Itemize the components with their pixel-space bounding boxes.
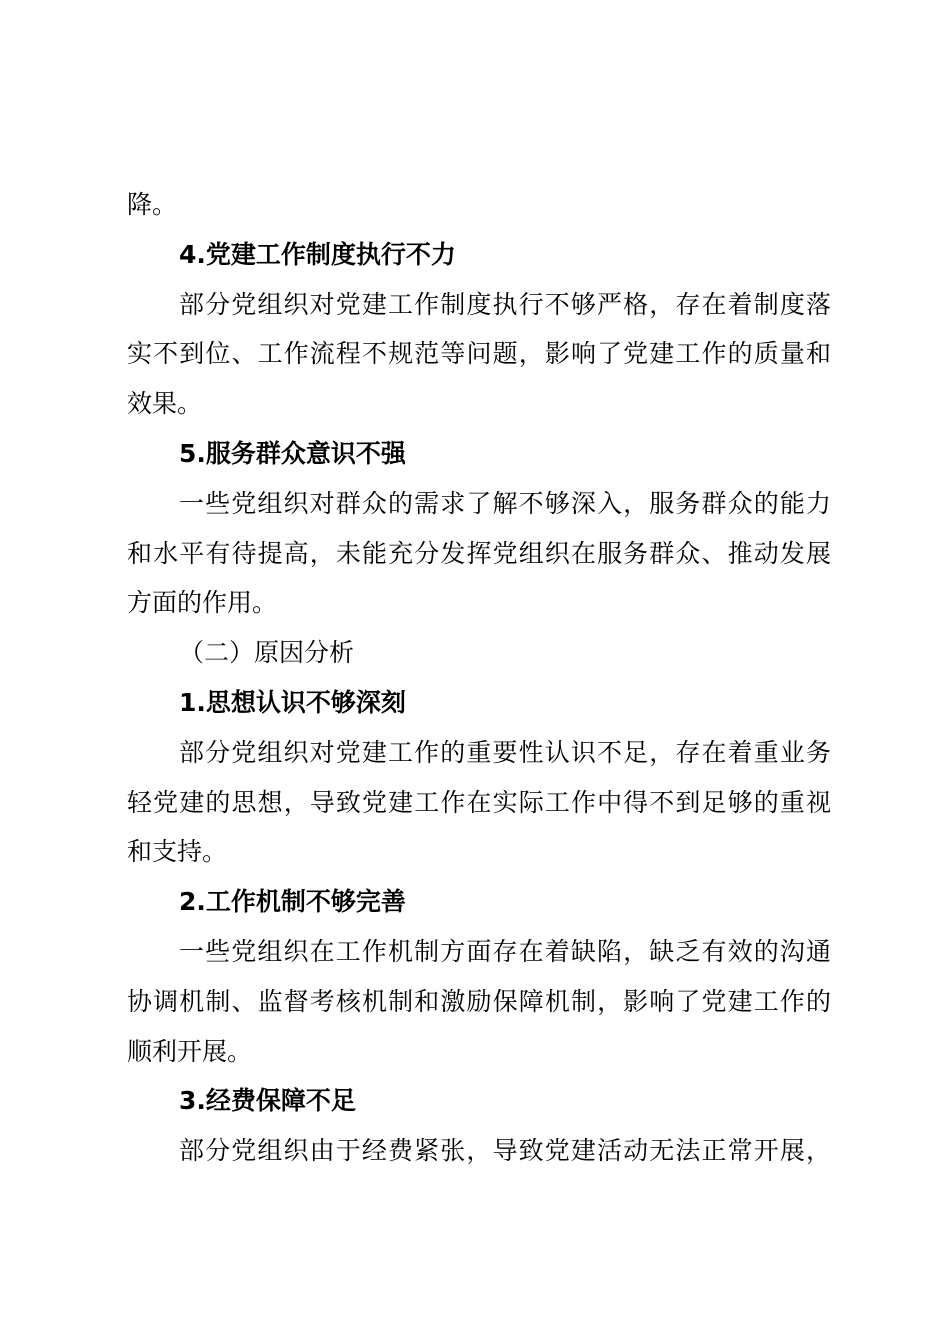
paragraph-tail: 顺利开展。 <box>127 1036 253 1066</box>
paragraph-tail: 方面的作用。 <box>127 588 278 618</box>
paragraph-line: 和水平有待提高，未能充分发挥党组织在服务群众、推动发展 <box>127 538 831 568</box>
section-heading: 3.经费保障不足 <box>179 1086 356 1116</box>
paragraph-line: 部分党组织由于经费紧张，导致党建活动无法正常开展， <box>179 1136 831 1166</box>
paragraph-line: 部分党组织对党建工作的重要性认识不足，存在着重业务 <box>179 737 831 767</box>
paragraph-tail: 降。 <box>127 190 178 219</box>
section-heading: 2.工作机制不够完善 <box>179 887 406 917</box>
paragraph-line: 协调机制、监督考核机制和激励保障机制，影响了党建工作的 <box>127 986 831 1016</box>
paragraph-tail: 和支持。 <box>127 837 228 867</box>
section-heading: 5.服务群众意识不强 <box>179 438 406 468</box>
section-heading: 4.党建工作制度执行不力 <box>179 239 456 269</box>
paragraph-tail: 效果。 <box>127 389 203 419</box>
paragraph-line: 一些党组织对群众的需求了解不够深入，服务群众的能力 <box>179 488 831 518</box>
paragraph-line: 实不到位、工作流程不规范等问题，影响了党建工作的质量和 <box>127 339 831 369</box>
document-body <box>127 180 831 1176</box>
subsection-heading: （二）原因分析 <box>179 638 355 668</box>
paragraph-line: 一些党组织在工作机制方面存在着缺陷，缺乏有效的沟通 <box>179 936 831 966</box>
paragraph-line: 部分党组织对党建工作制度执行不够严格，存在着制度落 <box>179 289 831 319</box>
section-heading: 1.思想认识不够深刻 <box>179 687 406 717</box>
paragraph-line: 轻党建的思想，导致党建工作在实际工作中得不到足够的重视 <box>127 787 831 817</box>
